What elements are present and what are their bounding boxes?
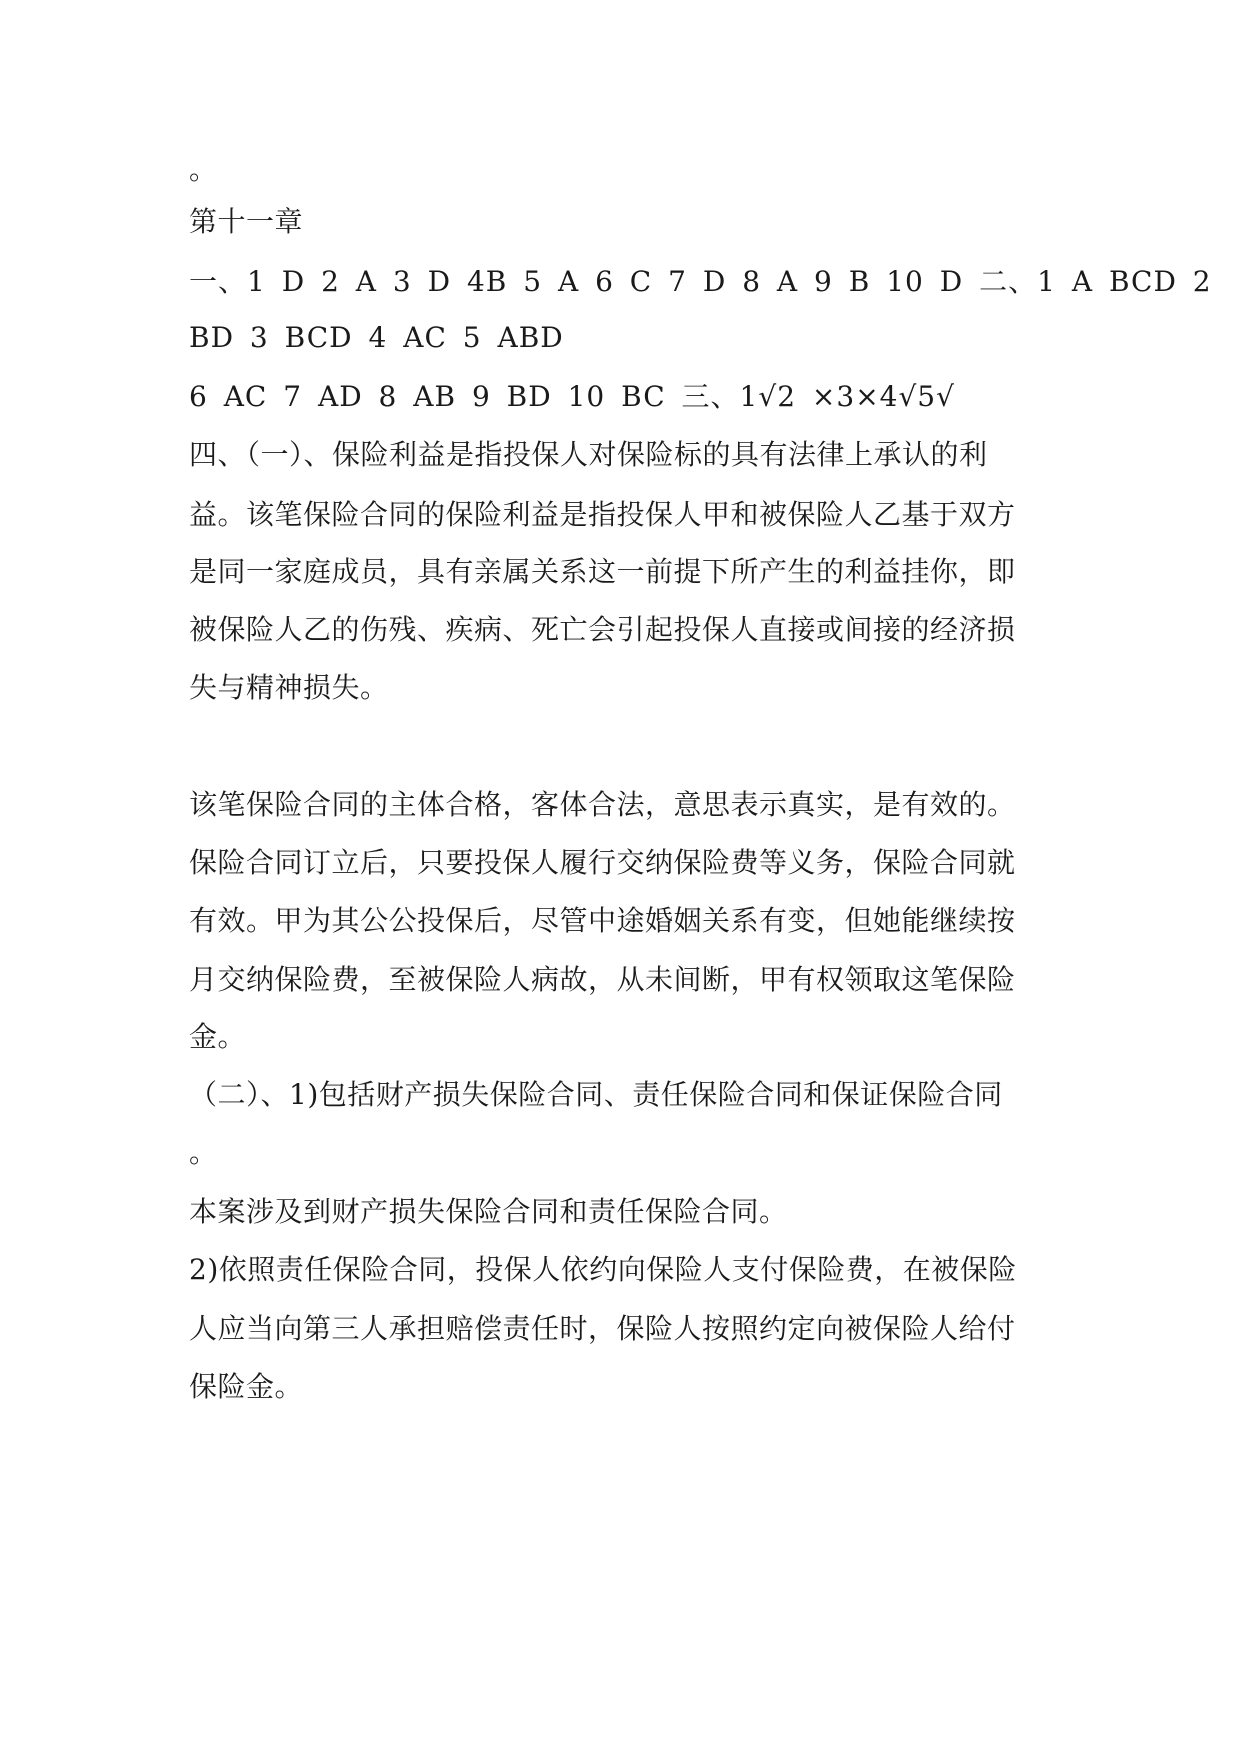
text-line: 该笔保险合同的主体合格，客体合法，意思表示真实，是有效的。 bbox=[189, 788, 1016, 821]
text-line: 。 bbox=[189, 153, 218, 186]
text-line: 保险合同订立后，只要投保人履行交纳保险费等义务，保险合同就 bbox=[189, 846, 1016, 879]
text-line: 2)依照责任保险合同，投保人依约向保险人支付保险费，在被保险 bbox=[189, 1253, 1017, 1286]
text-line: 。 bbox=[189, 1136, 218, 1169]
text-line: 有效。甲为其公公投保后，尽管中途婚姻关系有变，但她能继续按 bbox=[189, 904, 1016, 937]
answer-line: 一、1 D 2 A 3 D 4B 5 A 6 C 7 D 8 A 9 B 10 D 二、1 A BCD 2 bbox=[189, 265, 1212, 298]
text-line: 失与精神损失。 bbox=[189, 671, 389, 704]
text-line: 四、（一）、保险利益是指投保人对保险标的具有法律上承认的利 bbox=[189, 438, 988, 471]
text-line: （二）、1)包括财产损失保险合同、责任保险合同和保证保险合同 bbox=[189, 1078, 1003, 1111]
text-line: 本案涉及到财产损失保险合同和责任保险合同。 bbox=[189, 1195, 788, 1228]
text-line: 人应当向第三人承担赔偿责任时，保险人按照约定向被保险人给付 bbox=[189, 1312, 1016, 1345]
answer-line: 6 AC 7 AD 8 AB 9 BD 10 BC 三、1√2 ×3×4√5√ bbox=[189, 380, 955, 413]
text-line: 月交纳保险费，至被保险人病故，从未间断，甲有权领取这笔保险 bbox=[189, 963, 1016, 996]
chapter-heading: 第十一章 bbox=[189, 205, 304, 238]
text-line: 保险金。 bbox=[189, 1370, 304, 1403]
answer-line: BD 3 BCD 4 AC 5 ABD bbox=[189, 321, 564, 354]
text-line: 金。 bbox=[189, 1020, 247, 1053]
text-line: 被保险人乙的伤残、疾病、死亡会引起投保人直接或间接的经济损 bbox=[189, 613, 1016, 646]
text-line: 是同一家庭成员，具有亲属关系这一前提下所产生的利益挂你，即 bbox=[189, 555, 1016, 588]
text-line: 益。该笔保险合同的保险利益是指投保人甲和被保险人乙基于双方 bbox=[189, 498, 1016, 531]
